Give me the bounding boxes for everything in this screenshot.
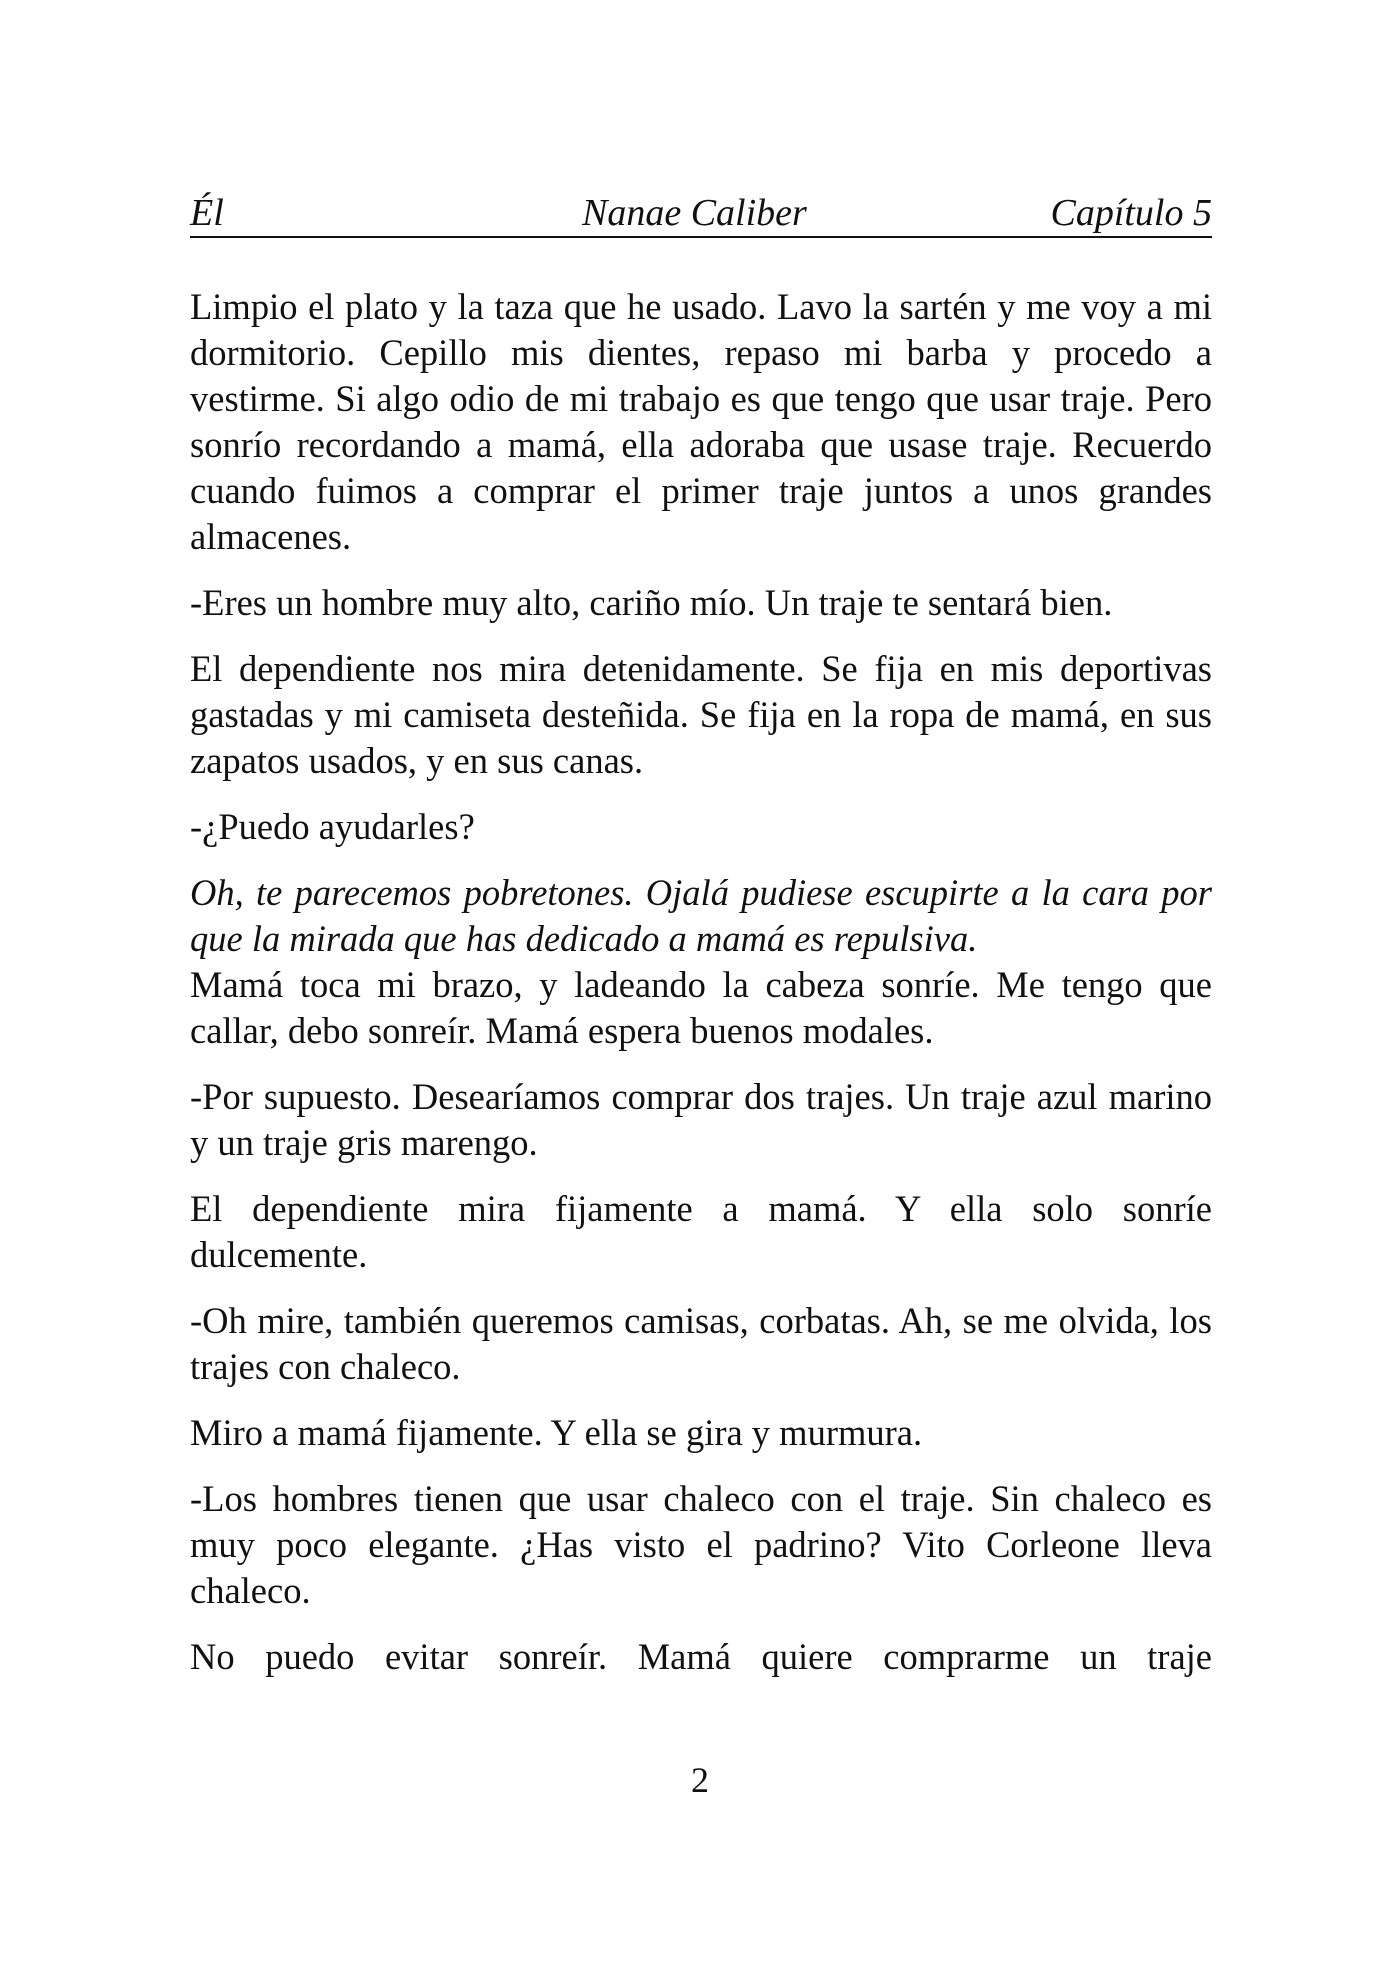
- dialogue-paragraph: -Oh mire, también queremos camisas, corbatas. Ah, se me olvida, los trajes con chaleco.: [190, 1300, 1212, 1387]
- paragraph: Limpio el plato y la taza que he usado. Lavo la sartén y me voy a mi dormitorio. Cepillo mis dientes, repaso mi barba y procedo a vestirme. Si algo odio de mi trabajo es que tengo que usar traje. Pero sonrío recordando a mamá, ella adoraba que usase traje. Recuerdo cuando fuimos a comprar el primer traje juntos a unos grandes almacenes.: [190, 286, 1212, 557]
- author-name: Nanae Caliber: [582, 192, 807, 234]
- page-number: 2: [691, 1760, 709, 1800]
- paragraph: Mamá toca mi brazo, y ladeando la cabeza sonríe. Me tengo que callar, debo sonreír. Mamá espera buenos modales.: [190, 964, 1212, 1051]
- paragraph: No puedo evitar sonreír. Mamá quiere comprarme un traje: [190, 1636, 1212, 1677]
- inner-thought-paragraph: Oh, te parecemos pobretones. Ojalá pudiese escupirte a la cara por que la mirada que has dedicado a mamá es repulsiva.: [190, 872, 1212, 959]
- paragraph: El dependiente nos mira detenidamente. Se fija en mis deportivas gastadas y mi camiseta desteñida. Se fija en la ropa de mamá, en sus zapatos usados, y en sus canas.: [190, 648, 1212, 781]
- running-header: [190, 190, 1212, 238]
- chapter-label: Capítulo 5: [1050, 192, 1212, 234]
- paragraph: El dependiente mira fijamente a mamá. Y ella solo sonríe dulcemente.: [190, 1188, 1212, 1275]
- body-text: [190, 284, 1212, 1700]
- paragraph: Miro a mamá fijamente. Y ella se gira y murmura.: [190, 1412, 923, 1453]
- dialogue-paragraph: -Los hombres tienen que usar chaleco con el traje. Sin chaleco es muy poco elegante. ¿Has visto el padrino? Vito Corleone lleva chaleco.: [190, 1478, 1212, 1611]
- dialogue-paragraph: -Eres un hombre muy alto, cariño mío. Un traje te sentará bien.: [190, 582, 1113, 623]
- dialogue-paragraph: -¿Puedo ayudarles?: [190, 806, 475, 847]
- dialogue-paragraph: -Por supuesto. Desearíamos comprar dos trajes. Un traje azul marino y un traje gris marengo.: [190, 1076, 1212, 1163]
- book-title: Él: [190, 192, 224, 234]
